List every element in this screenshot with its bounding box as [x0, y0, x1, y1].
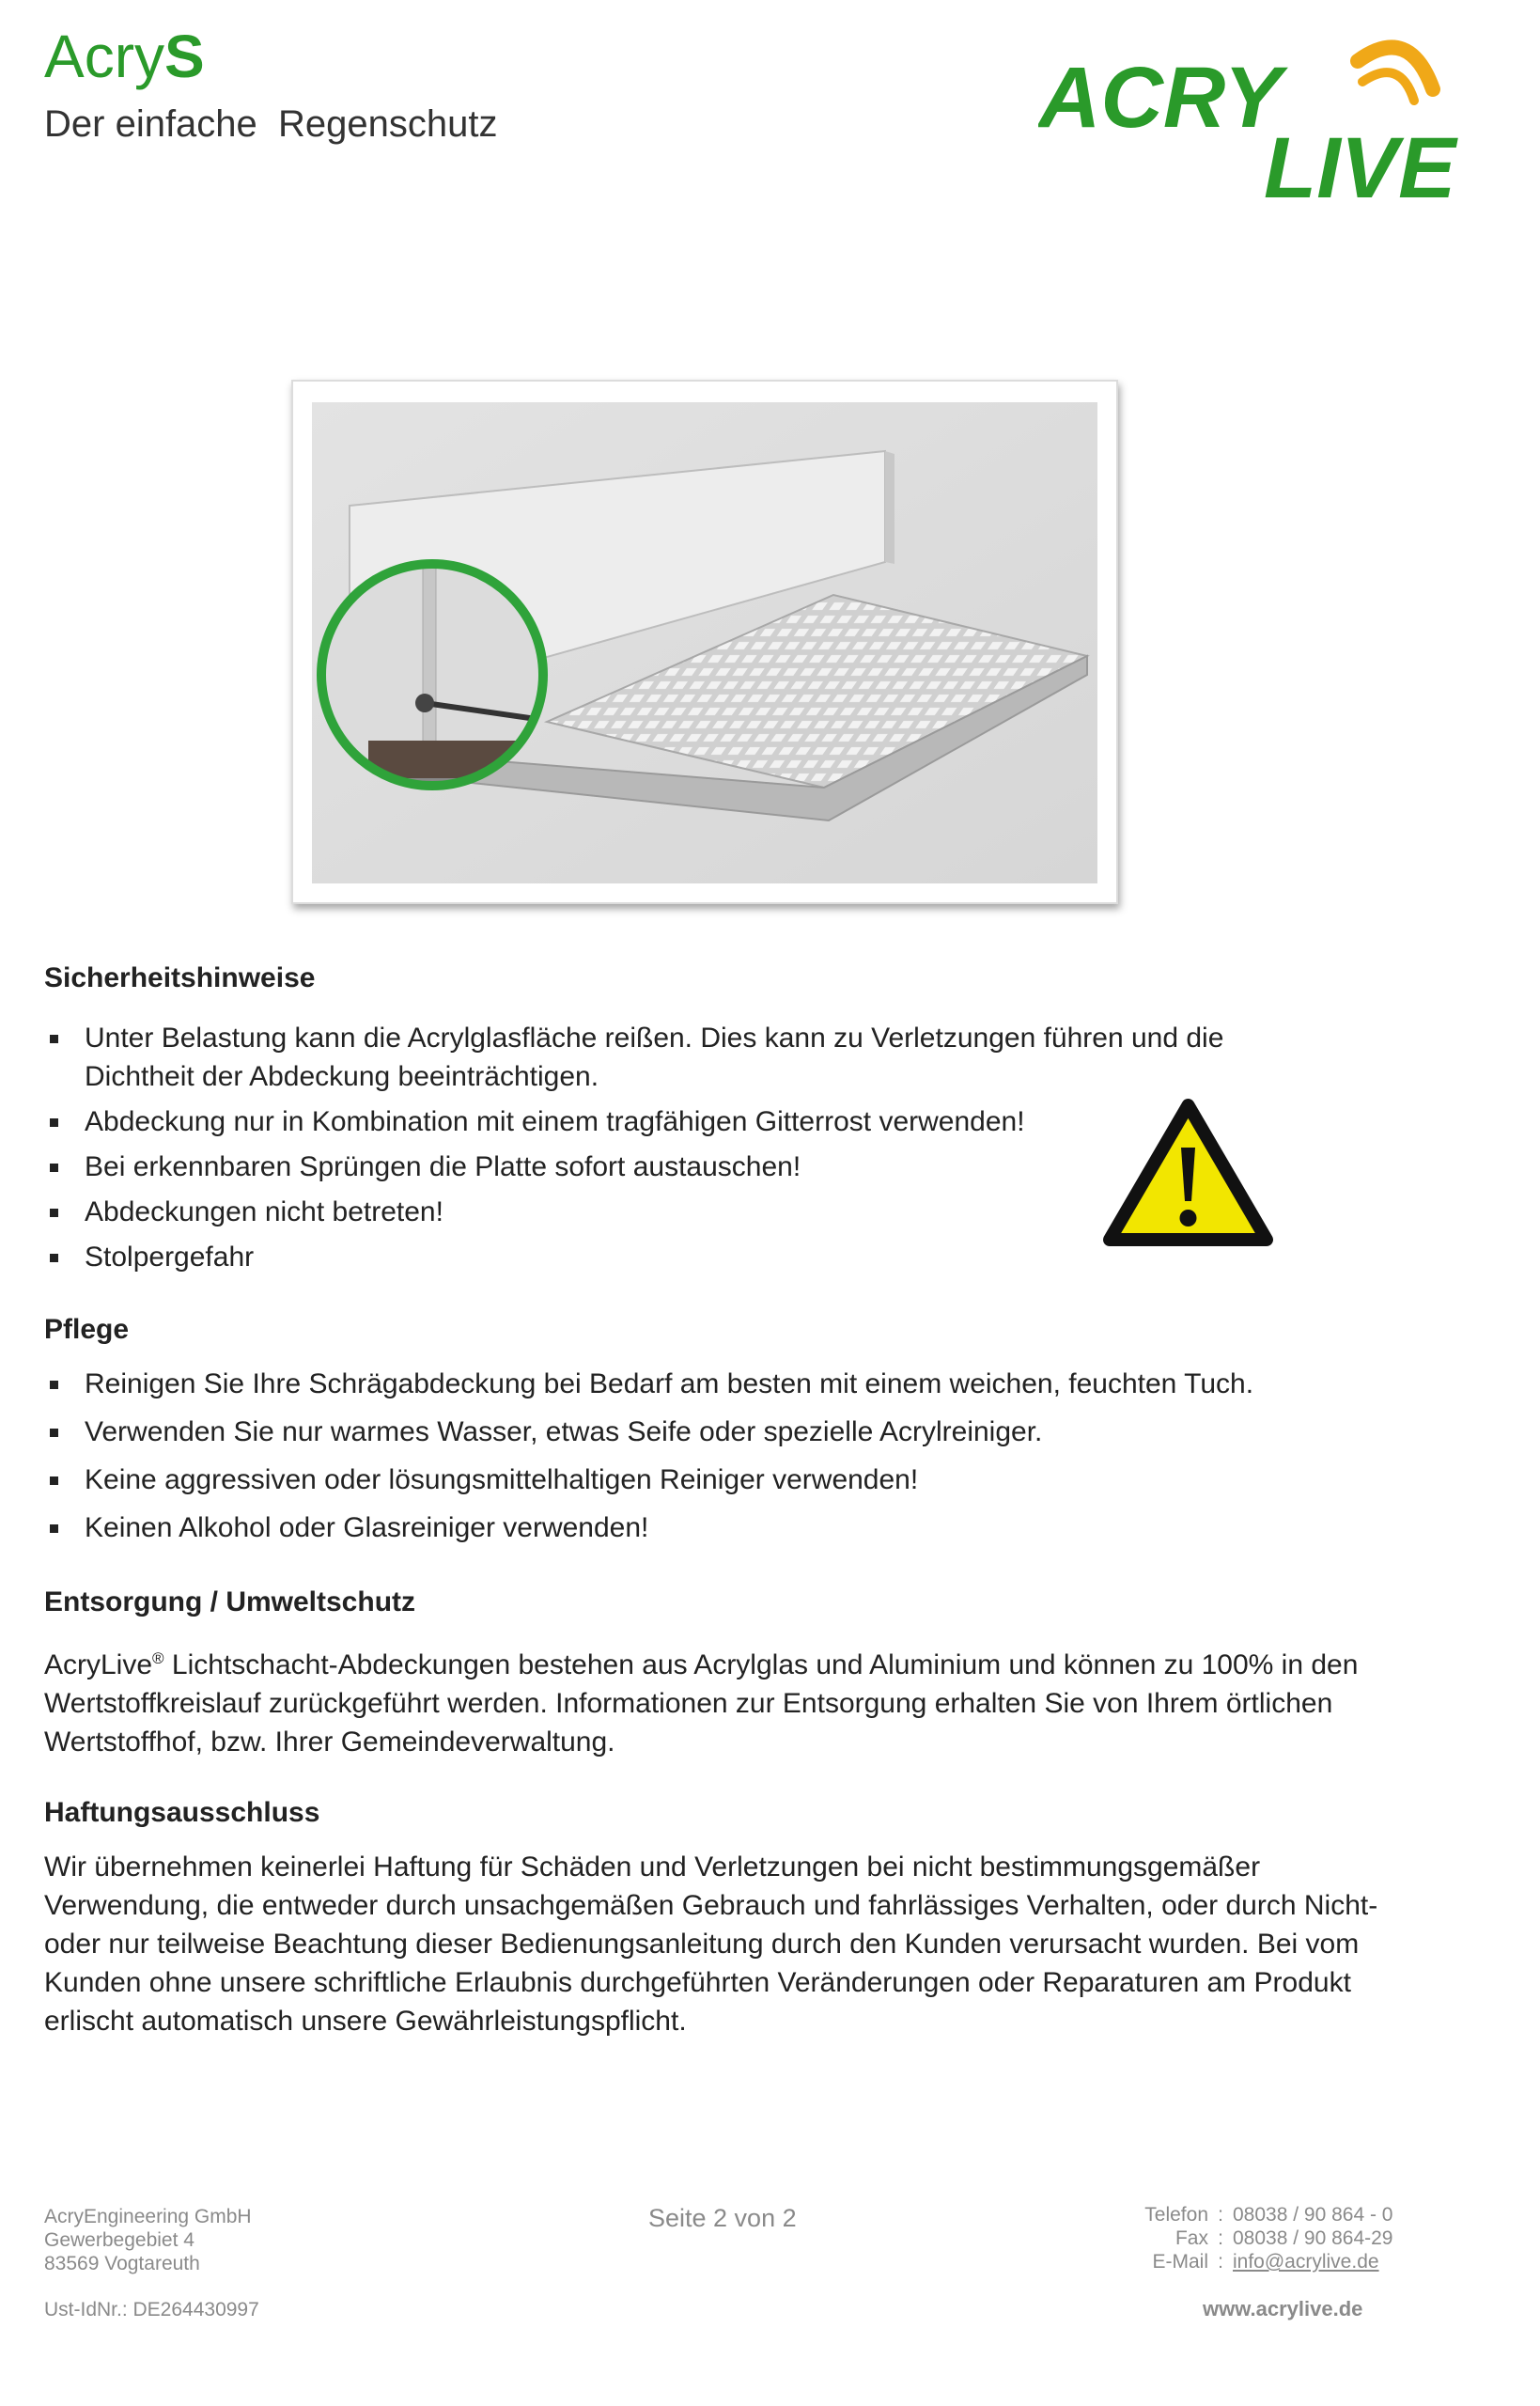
- disposal-text: [44, 1639, 1416, 1761]
- product-illustration: [312, 402, 1097, 883]
- footer-city: 83569 Vogtareuth: [44, 2253, 200, 2274]
- registered-mark: ®: [152, 1649, 164, 1667]
- footer-vat: Ust-IdNr.: DE264430997: [44, 2299, 259, 2320]
- list-item: Stolpergefahr: [44, 1238, 1303, 1276]
- care-list: [44, 1365, 1454, 1556]
- phone-value: 08038 / 90 864 - 0: [1233, 2204, 1393, 2226]
- liability-text: Wir übernehmen keinerlei Haftung für Schäden und Verletzungen bei nicht bestimmungsgemäßer Verwendung, die entweder durch unsachgemäßen Gebrauch und fahrlässiges Verhalten, oder durch Nicht- oder nur teilweise Beachtung dieser Bedienungsanleitung durch den Kunden verursacht wurden. Bei vom Kunden ohne unsere schriftliche Erlaubnis durchgeführten Veränderungen oder Reparaturen am Produkt erlischt automatisch unsere Gewährleistungspflicht.: [44, 1851, 1378, 2037]
- footer-street: Gewerbegebiet 4: [44, 2229, 194, 2251]
- footer-email-row: E-Mail : info@acrylive.de: [1118, 2250, 1392, 2273]
- product-photo: [291, 380, 1118, 904]
- footer-contact: [1118, 2203, 1392, 2273]
- list-item: Verwenden Sie nur warmes Wasser, etwas Seife oder spezielle Acrylreiniger.: [44, 1413, 1454, 1451]
- fax-value: 08038 / 90 864-29: [1233, 2227, 1393, 2249]
- disposal-body: Lichtschacht-Abdeckungen bestehen aus Acrylglas und Aluminium und können zu 100% in den Wertstoffkreislauf zurückgeführt werden. Informationen zur Entsorgung erhalten Sie von Ihrem örtlichen Wertstoffhof, bzw. Ihrer Gemeindeverwaltung.: [44, 1649, 1359, 1758]
- product-name-suffix: S: [164, 23, 205, 90]
- fax-label: Fax: [1174, 2227, 1208, 2249]
- care-title: Pflege: [44, 1314, 130, 1345]
- list-item: Keinen Alkohol oder Glasreiniger verwenden!: [44, 1508, 1454, 1547]
- acrylive-logo: [1038, 23, 1499, 207]
- website-link[interactable]: www.acrylive.de: [1203, 2297, 1363, 2320]
- footer-company: AcryEngineering GmbH: [44, 2206, 252, 2227]
- email-label: E-Mail: [1152, 2251, 1208, 2273]
- phone-label: Telefon: [1144, 2204, 1208, 2226]
- list-item: Abdeckung nur in Kombination mit einem tragfähigen Gitterrost verwenden!: [44, 1102, 1303, 1141]
- page-number: Seite 2 von 2: [648, 2204, 797, 2232]
- disposal-title: Entsorgung / Umweltschutz: [44, 1586, 416, 1617]
- document-subtitle: Der einfache Regenschutz: [44, 103, 498, 145]
- list-item: Bei erkennbaren Sprüngen die Platte sofort austauschen!: [44, 1148, 1303, 1186]
- list-item: Abdeckungen nicht betreten!: [44, 1193, 1303, 1231]
- list-item: Keine aggressiven oder lösungsmittelhaltigen Reiniger verwenden!: [44, 1461, 1454, 1499]
- product-name-prefix: Acry: [44, 23, 164, 90]
- logo-text-top: ACRY: [1038, 50, 1283, 146]
- footer-fax-row: Fax : 08038 / 90 864-29: [1118, 2226, 1392, 2250]
- logo-text-bottom: LIVE: [1264, 120, 1456, 207]
- footer-phone-row: Telefon : 08038 / 90 864 - 0: [1118, 2203, 1392, 2226]
- list-item: Reinigen Sie Ihre Schrägabdeckung bei Bedarf am besten mit einem weichen, feuchten Tuch.: [44, 1365, 1454, 1403]
- email-link[interactable]: info@acrylive.de: [1233, 2251, 1379, 2273]
- safety-title: Sicherheitshinweise: [44, 962, 316, 993]
- list-item: Unter Belastung kann die Acrylglasfläche reißen. Dies kann zu Verletzungen führen und die Dichtheit der Abdeckung beeinträchtigen.: [44, 1019, 1303, 1096]
- footer-address: [44, 2205, 252, 2275]
- product-name: [44, 23, 205, 90]
- disposal-brand: AcryLive: [44, 1649, 153, 1680]
- liability-title: Haftungsausschluss: [44, 1797, 320, 1828]
- warning-triangle-icon: [1102, 1096, 1274, 1249]
